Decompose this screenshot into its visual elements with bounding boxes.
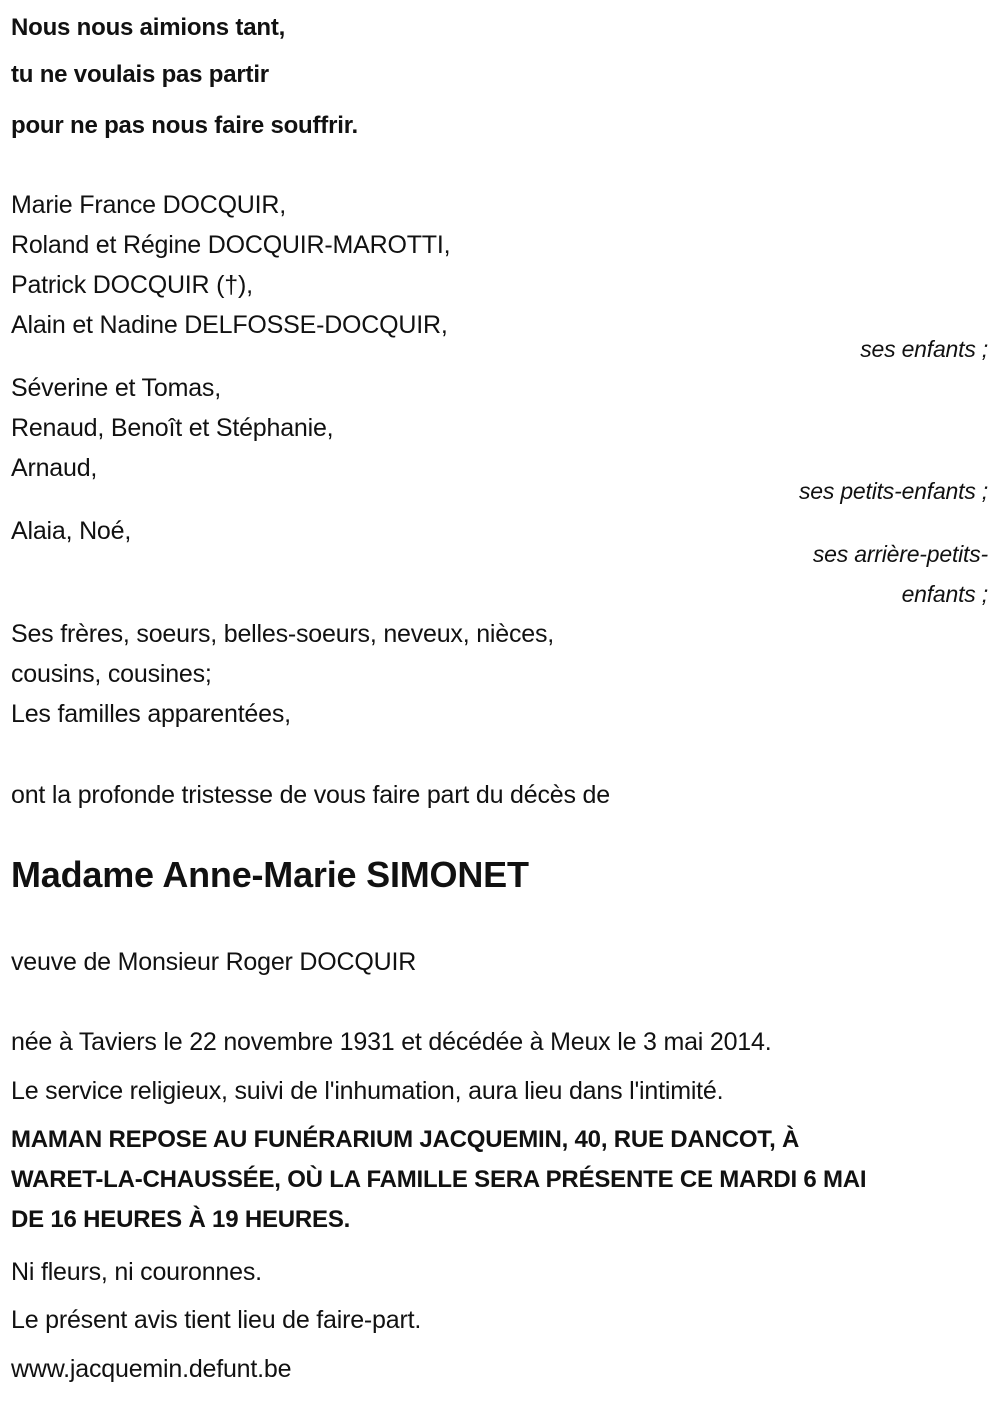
- epitaph-line: pour ne pas nous faire souffrir.: [11, 112, 358, 139]
- children-label: ses enfants ;: [860, 336, 988, 362]
- relatives-line: Ses frères, soeurs, belles-soeurs, neveux, nièces,: [11, 620, 555, 648]
- relatives-line: Les familles apparentées,: [11, 700, 291, 728]
- child-name: Alain et Nadine DELFOSSE-DOCQUIR,: [11, 311, 448, 339]
- grandchild-name: Renaud, Benoît et Stéphanie,: [11, 414, 334, 442]
- notice: Le présent avis tient lieu de faire-part.: [11, 1306, 422, 1334]
- child-name: Patrick DOCQUIR (†),: [11, 271, 253, 299]
- epitaph-line: Nous nous aimions tant,: [11, 14, 286, 41]
- great-grandchildren-label: enfants ;: [901, 581, 988, 607]
- grandchildren-label: ses petits-enfants ;: [798, 478, 988, 504]
- relatives-line: cousins, cousines;: [11, 660, 212, 688]
- grandchild-name: Arnaud,: [11, 454, 98, 482]
- visitation-line: WARET-LA-CHAUSSÉE, OÙ LA FAMILLE SERA PRÉSENTE CE MARDI 6 MAI: [11, 1166, 867, 1193]
- deceased-name: Madame Anne-Marie SIMONET: [11, 854, 529, 895]
- child-name: Roland et Régine DOCQUIR-MAROTTI,: [11, 231, 451, 259]
- service-info: Le service religieux, suivi de l'inhumation, aura lieu dans l'intimité.: [11, 1077, 724, 1105]
- child-name: Marie France DOCQUIR,: [11, 191, 287, 219]
- visitation-line: MAMAN REPOSE AU FUNÉRARIUM JACQUEMIN, 40, RUE DANCOT, À: [11, 1126, 800, 1153]
- epitaph-line: tu ne voulais pas partir: [11, 61, 269, 88]
- grandchild-name: Séverine et Tomas,: [11, 374, 221, 402]
- visitation-line: DE 16 HEURES À 19 HEURES.: [11, 1206, 351, 1233]
- website-link[interactable]: www.jacquemin.defunt.be: [11, 1355, 292, 1383]
- announcement: ont la profonde tristesse de vous faire part du décès de: [11, 781, 610, 809]
- great-grandchildren-label: ses arrière-petits-: [812, 541, 988, 567]
- great-grandchild-name: Alaia, Noé,: [11, 517, 132, 545]
- birth-death: née à Taviers le 22 novembre 1931 et décédée à Meux le 3 mai 2014.: [11, 1028, 772, 1056]
- no-flowers: Ni fleurs, ni couronnes.: [11, 1258, 262, 1286]
- widow-of: veuve de Monsieur Roger DOCQUIR: [11, 948, 417, 976]
